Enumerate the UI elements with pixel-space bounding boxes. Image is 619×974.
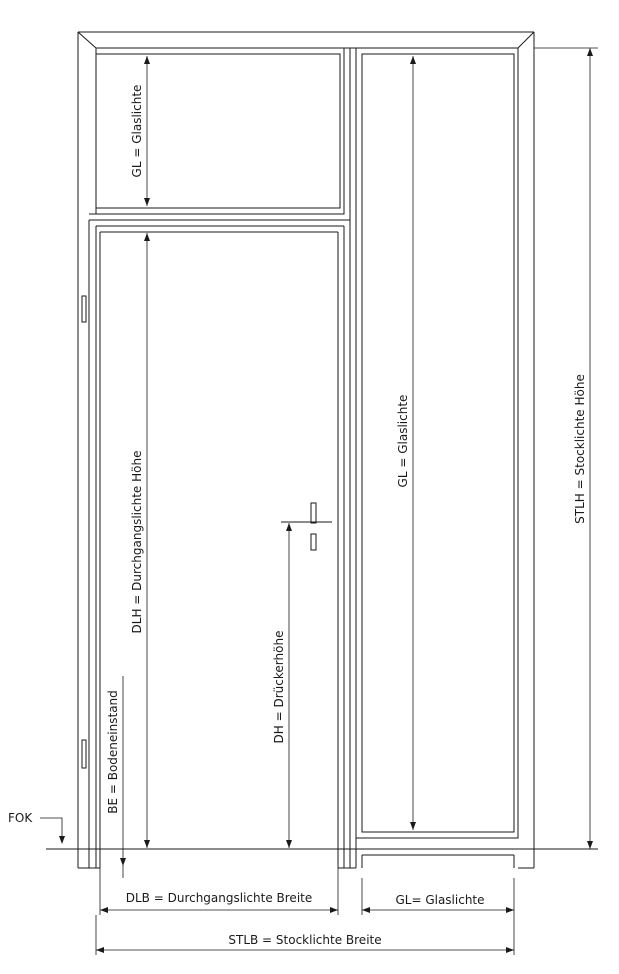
side-sill: [362, 855, 514, 868]
dim-dh: [286, 523, 292, 848]
hinge-top-icon: [82, 296, 86, 322]
label-gl-side: GL = Glaslichte: [396, 394, 410, 488]
label-gl-top: GL = Glaslichte: [130, 84, 144, 178]
mullion: [344, 48, 356, 868]
label-dlh: DLH = Durchgangslichte Höhe: [130, 450, 144, 634]
outer-frame: [78, 32, 534, 868]
dim-dlh: [144, 233, 150, 848]
label-dh: DH = Drückerhöhe: [272, 630, 286, 744]
label-fok: FOK: [8, 811, 33, 825]
label-dlb: DLB = Durchgangslichte Breite: [125, 891, 313, 905]
dim-gl-top: [144, 56, 150, 206]
label-stlb: STLB = Stocklichte Breite: [228, 933, 382, 947]
hinges: [82, 296, 86, 768]
label-gl-bottom: GL= Glaslichte: [395, 893, 485, 907]
hinge-bottom-icon: [82, 740, 86, 768]
label-be: BE = Bodeneinstand: [106, 690, 120, 814]
dim-gl-side: [410, 56, 416, 830]
label-stlh: STLH = Stocklichte Höhe: [573, 374, 587, 524]
dim-stlh: [534, 48, 598, 849]
side-glass-panel: [356, 48, 518, 838]
dim-be: [120, 676, 126, 878]
